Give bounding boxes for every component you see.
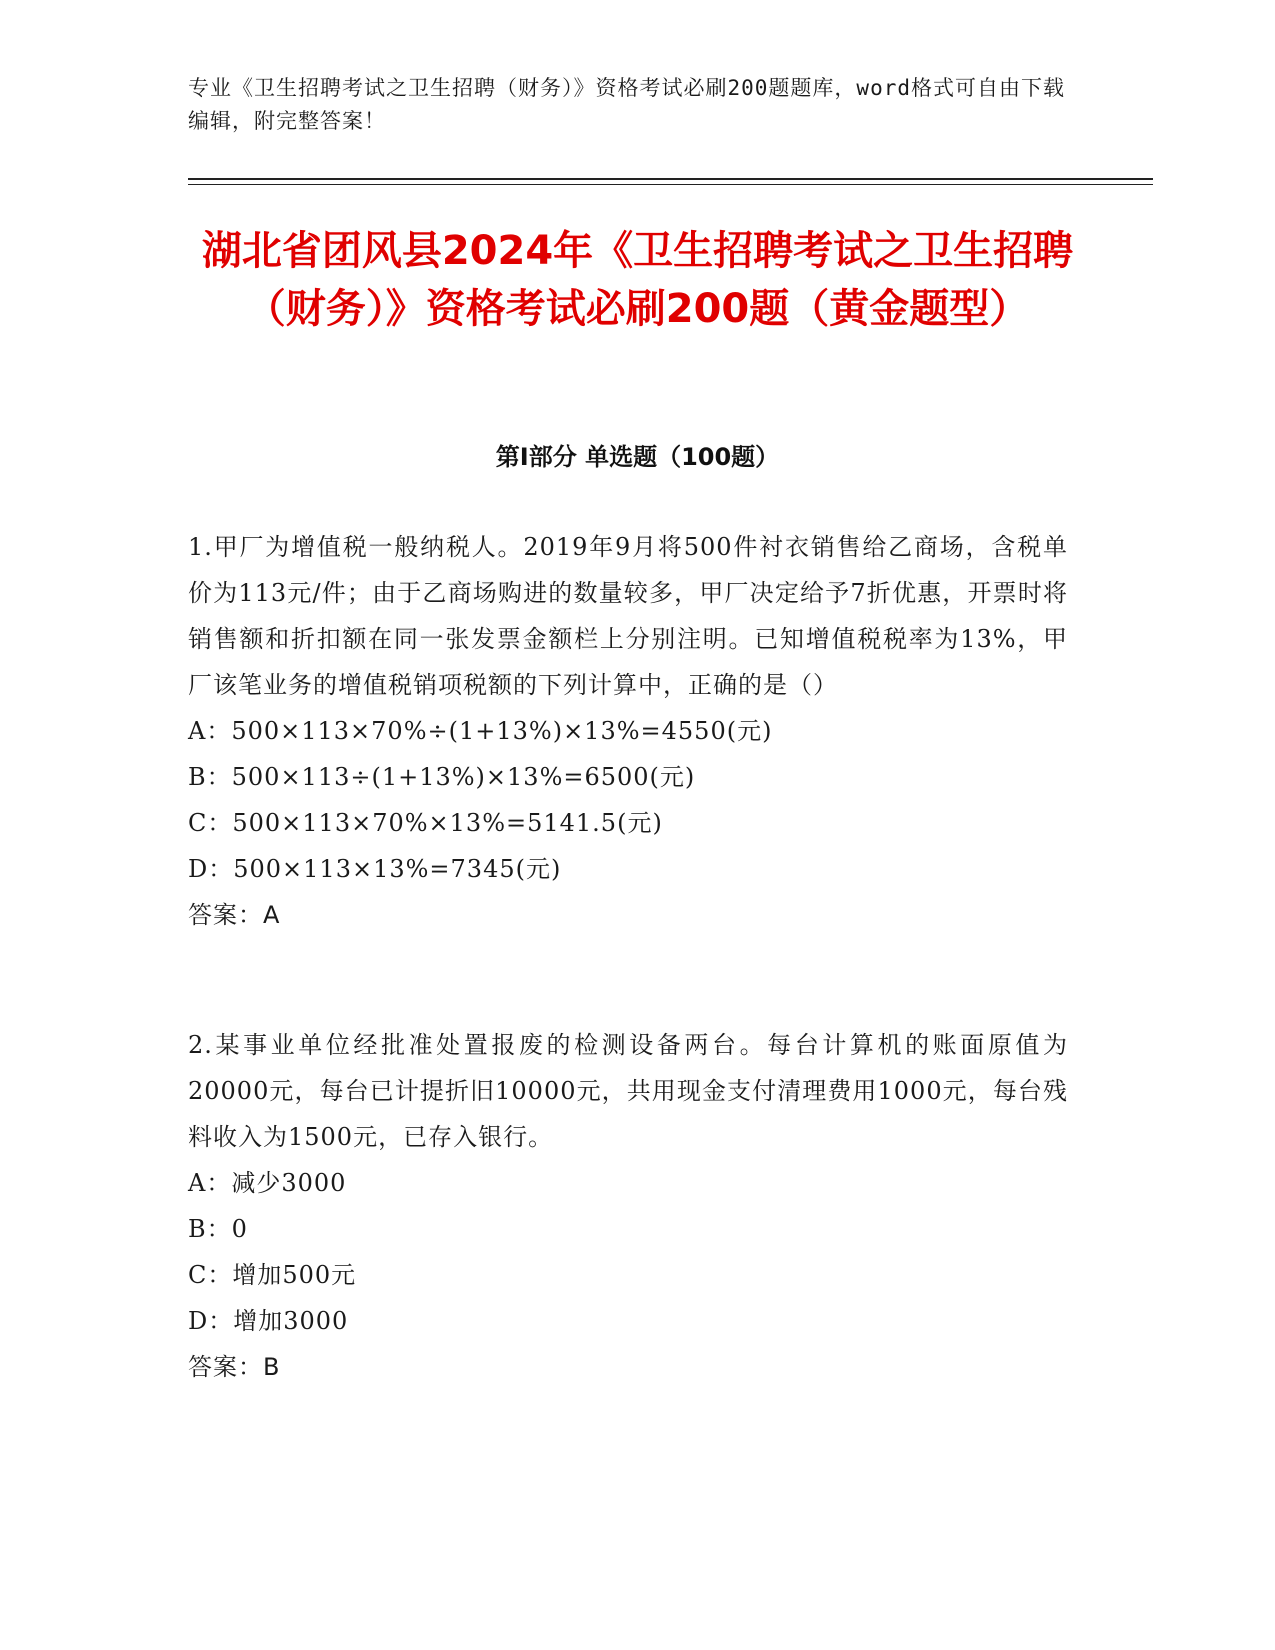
question-1 — [188, 524, 1068, 938]
document-title: 湖北省团风县2024年《卫生招聘考试之卫生招聘（财务）》资格考试必刷200题（黄金题型） — [201, 228, 1074, 332]
answer: 答案：B — [188, 1353, 281, 1381]
header-note: 专业《卫生招聘考试之卫生招聘（财务）》资格考试必刷200题题库，word格式可自由下载编辑，附完整答案！ — [188, 76, 1065, 133]
question-stem: 2.某事业单位经批准处置报废的检测设备两台。每台计算机的账面原值为20000元，每台已计提折旧10000元，共用现金支付清理费用1000元，每台残料收入为1500元，已存入银行。 — [188, 1031, 1068, 1151]
option-d: D：增加3000 — [188, 1307, 349, 1335]
option-b: B：500×113÷(1+13%)×13%=6500(元) — [188, 763, 696, 791]
option-a: A：500×113×70%÷(1+13%)×13%=4550(元) — [188, 717, 773, 745]
question-2 — [188, 1022, 1068, 1390]
answer: 答案：A — [188, 901, 281, 929]
header-divider — [188, 178, 1153, 180]
option-c: C：增加500元 — [188, 1261, 357, 1289]
header-divider-thin — [188, 184, 1153, 185]
option-c: C：500×113×70%×13%=5141.5(元) — [188, 809, 663, 837]
question-stem: 1.甲厂为增值税一般纳税人。2019年9月将500件衬衣销售给乙商场，含税单价为113元/件；由于乙商场购进的数量较多，甲厂决定给予7折优惠，开票时将销售额和折扣额在同一张发票金额栏上分别注明。已知增值税税率为13%，甲厂该笔业务的增值税销项税额的下列计算中，正确的是（） — [188, 533, 1068, 699]
option-b: B：0 — [188, 1215, 248, 1243]
option-a: A：减少3000 — [188, 1169, 347, 1197]
option-d: D：500×113×13%=7345(元) — [188, 855, 562, 883]
section-title: 第Ⅰ部分 单选题（100题） — [495, 443, 780, 471]
